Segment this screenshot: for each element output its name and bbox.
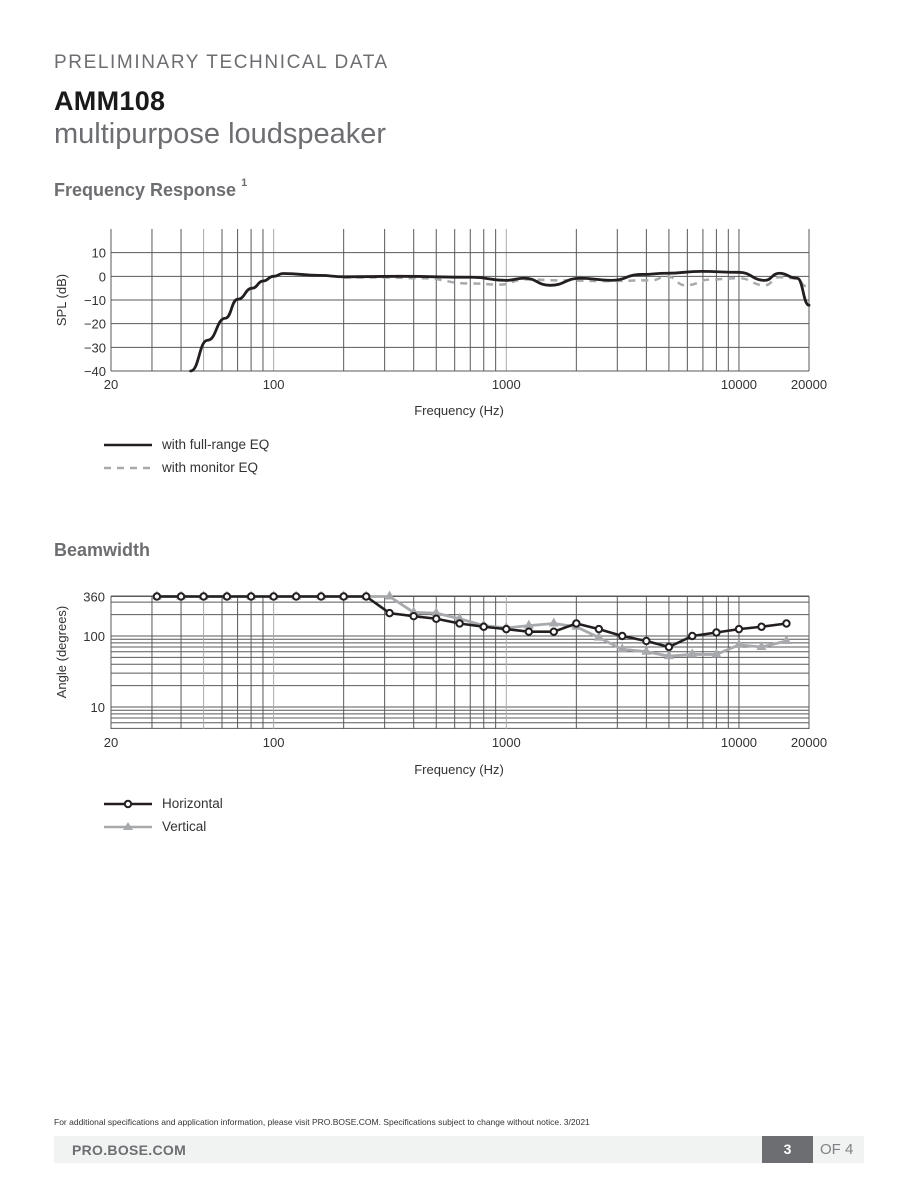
page-total: OF 4 — [820, 1141, 854, 1158]
circle-marker-icon — [689, 633, 695, 639]
circle-marker-icon — [526, 628, 532, 634]
triangle-marker-icon — [734, 639, 744, 648]
y-tick-label: −10 — [83, 293, 106, 308]
circle-marker-icon — [596, 626, 602, 632]
page-number: 3 — [762, 1136, 813, 1163]
circle-marker-icon — [713, 629, 719, 635]
y-axis-label: Angle (degrees) — [54, 605, 69, 699]
circle-marker-icon — [758, 624, 764, 630]
circle-marker-icon — [363, 593, 369, 599]
circle-marker-icon — [551, 628, 557, 634]
beamwidth-legend — [104, 792, 223, 838]
circle-marker-icon — [411, 613, 417, 619]
triangle-marker-icon — [687, 648, 697, 657]
y-tick-label: 360 — [83, 589, 105, 605]
legend-label: with monitor EQ — [162, 460, 259, 475]
x-tick-label: 20000 — [790, 377, 828, 392]
circle-marker-icon — [643, 638, 649, 644]
circle-marker-icon — [783, 620, 789, 626]
circle-marker-icon — [293, 593, 299, 599]
y-tick-label: −40 — [83, 364, 106, 379]
frequency-response-title: Frequency Response — [54, 180, 237, 200]
circle-marker-icon — [248, 593, 254, 599]
x-tick-label: 20000 — [790, 735, 828, 750]
beamwidth-title: Beamwidth — [54, 540, 151, 560]
legend-item-horizontal — [104, 792, 223, 815]
circle-marker-icon — [224, 593, 230, 599]
footer-url-link[interactable]: PRO.BOSE.COM — [72, 1142, 187, 1158]
circle-marker-icon — [386, 610, 392, 616]
circle-marker-icon — [270, 593, 276, 599]
circle-marker-icon — [433, 616, 439, 622]
x-tick-label: 100 — [262, 735, 285, 750]
legend-label: Horizontal — [162, 796, 223, 811]
x-tick-label: 1000 — [491, 377, 521, 392]
y-tick-label: 100 — [83, 629, 105, 644]
y-axis-label: SPL (dB) — [54, 273, 69, 327]
y-tick-label: 10 — [90, 700, 105, 715]
y-tick-label: 10 — [91, 245, 106, 261]
circle-marker-icon — [200, 593, 206, 599]
circle-marker-icon — [481, 624, 487, 630]
circle-marker-icon — [456, 620, 462, 626]
circle-marker-icon — [619, 633, 625, 639]
x-tick-label: 10000 — [720, 735, 758, 750]
legend-label: Vertical — [162, 819, 207, 834]
footnote-marker: 1 — [241, 177, 248, 189]
circle-marker-icon — [573, 620, 579, 626]
legend-label: with full-range EQ — [162, 437, 270, 452]
circle-marker-icon — [736, 626, 742, 632]
circle-marker-icon — [666, 644, 672, 650]
x-axis-label: Frequency (Hz) — [414, 762, 504, 777]
legend-item-vertical — [104, 815, 223, 838]
x-axis-label: Frequency (Hz) — [414, 403, 504, 418]
x-tick-label: 1000 — [491, 735, 521, 750]
circle-marker-swatch-icon — [104, 798, 154, 810]
x-tick-label: 20 — [103, 377, 119, 392]
y-tick-label: 0 — [98, 269, 106, 285]
circle-marker-icon — [154, 593, 160, 599]
triangle-marker-swatch-icon — [104, 821, 154, 833]
y-tick-label: −20 — [83, 316, 106, 332]
triangle-marker-icon — [385, 591, 395, 600]
circle-marker-icon — [318, 593, 324, 599]
x-tick-label: 10000 — [720, 377, 758, 392]
circle-marker-icon — [340, 593, 346, 599]
footer-bar — [54, 1136, 864, 1163]
x-tick-label: 100 — [262, 377, 285, 392]
product-model: AMM108 — [54, 86, 166, 116]
product-subtitle: multipurpose loudspeaker — [54, 118, 387, 150]
document-kicker: PRELIMINARY TECHNICAL DATA — [54, 52, 389, 73]
circle-marker-icon — [178, 593, 184, 599]
circle-marker-icon — [503, 626, 509, 632]
x-tick-label: 20 — [103, 735, 119, 750]
triangle-marker-icon — [549, 617, 559, 626]
footer-note: For additional specifications and application information, please visit PRO.BOSE.COM. Specifications subject to change without notice. 3/2021 — [54, 1117, 590, 1127]
y-tick-label: −30 — [83, 340, 106, 356]
